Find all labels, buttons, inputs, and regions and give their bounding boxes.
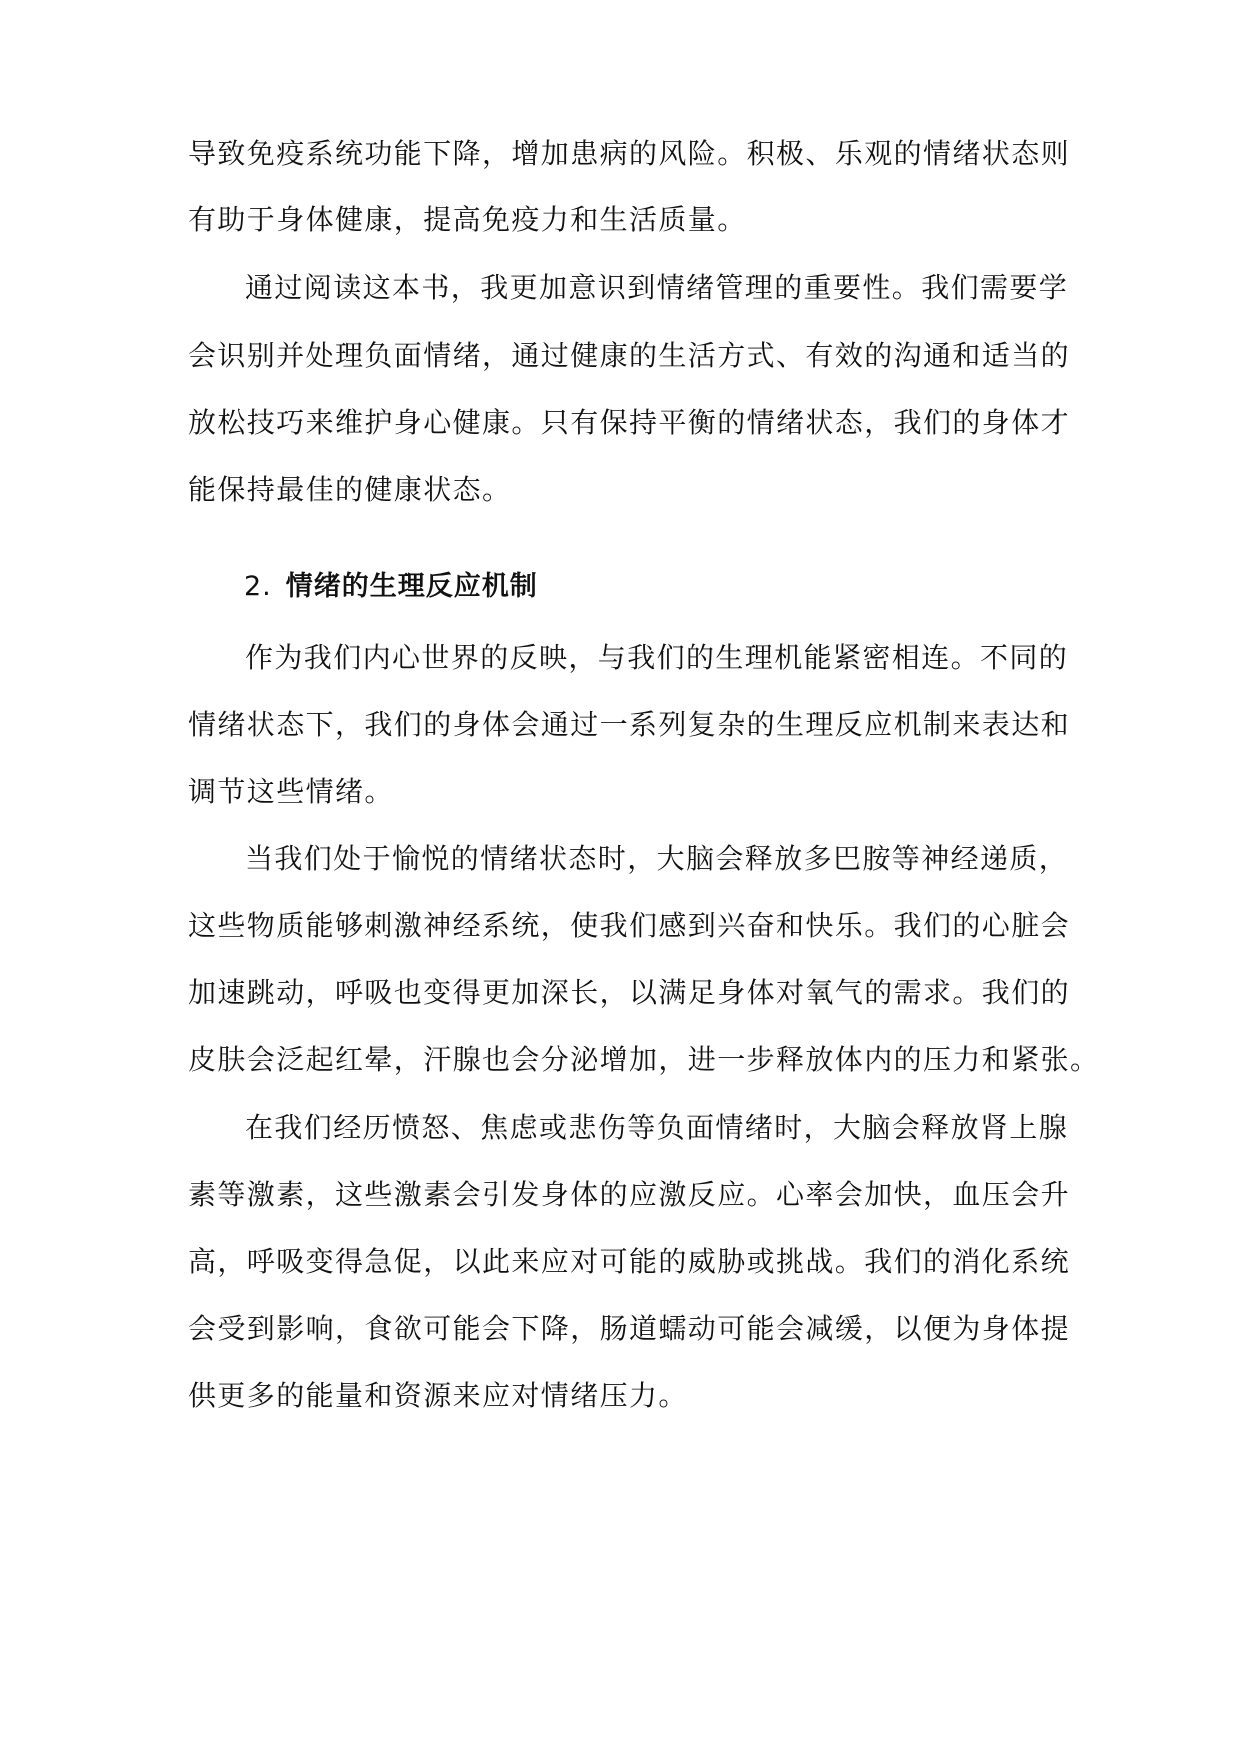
paragraph-4-line-2: 这些物质能够刺激神经系统，使我们感到兴奋和快乐。我们的心脏会 [188,909,1071,942]
paragraph-4-line-1: 当我们处于愉悦的情绪状态时，大脑会释放多巴胺等神经递质， [245,842,1069,875]
paragraph-1-line-2: 有助于身体健康，提高免疫力和生活质量。 [188,203,747,236]
section-title: 情绪的生理反应机制 [285,571,538,602]
paragraph-4-line-4: 皮肤会泛起红晕，汗腺也会分泌增加，进一步释放体内的压力和紧张。 [188,1043,1100,1076]
paragraph-5-line-2: 素等激素，这些激素会引发身体的应激反应。心率会加快，血压会升 [188,1178,1071,1211]
paragraph-5-line-4: 会受到影响，食欲可能会下降，肠道蠕动可能会减缓，以便为身体提 [188,1312,1071,1345]
paragraph-3-line-1: 作为我们内心世界的反映，与我们的生理机能紧密相连。不同的 [245,641,1069,674]
paragraph-2-line-2: 会识别并处理负面情绪，通过健康的生活方式、有效的沟通和适当的 [188,339,1071,372]
paragraph-2-line-3: 放松技巧来维护身心健康。只有保持平衡的情绪状态，我们的身体才 [188,406,1071,439]
paragraph-4-line-3: 加速跳动，呼吸也变得更加深长，以满足身体对氧气的需求。我们的 [188,976,1071,1009]
section-number: 2. [244,571,272,602]
paragraph-5-line-3: 高，呼吸变得急促，以此来应对可能的威胁或挑战。我们的消化系统 [188,1245,1071,1278]
paragraph-3-line-2: 情绪状态下，我们的身体会通过一系列复杂的生理反应机制来表达和 [188,708,1071,741]
paragraph-3-line-3: 调节这些情绪。 [188,775,394,808]
section-heading [244,567,538,607]
paragraph-5-line-5: 供更多的能量和资源来应对情绪压力。 [188,1379,688,1412]
paragraph-2-line-4: 能保持最佳的健康状态。 [188,473,512,506]
paragraph-1-line-1: 导致免疫系统功能下降，增加患病的风险。积极、乐观的情绪状态则 [188,137,1071,170]
paragraph-5-line-1: 在我们经历愤怒、焦虑或悲伤等负面情绪时，大脑会释放肾上腺 [245,1111,1069,1144]
paragraph-2-line-1: 通过阅读这本书，我更加意识到情绪管理的重要性。我们需要学 [245,271,1069,304]
